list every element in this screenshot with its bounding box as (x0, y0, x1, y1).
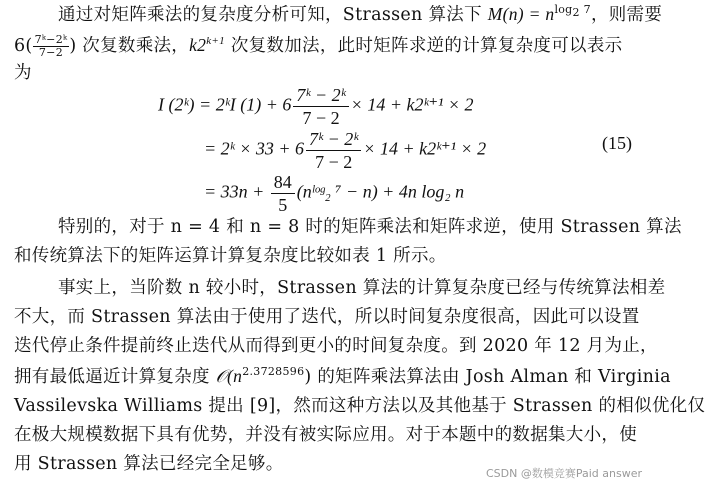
equation-row-3 (204, 171, 464, 216)
p1-coef: 6( (14, 36, 33, 56)
p2-line2 (14, 246, 447, 266)
p1-sup-7: 7 (579, 3, 591, 17)
p3-line1 (58, 278, 665, 298)
csdn-watermark: CSDN @数模竞赛Paid answer (485, 467, 642, 480)
p1-line2-tail: 次复数加法，此时矩阵求逆的计算复杂度可以表示 (224, 36, 623, 56)
p1-math-mn: M(n) = n (487, 4, 555, 24)
eq-row3-rhs: (nˡᵒᵍ₂ ⁷ − n) + 4n log₂ n (296, 181, 465, 202)
p3-line7 (14, 454, 284, 474)
p3-line6-text: 在极大规模数据下具有优势，并没有被实际应用。对于本题中的数据集大小，使 (14, 425, 637, 445)
eq-row2-fraction (306, 128, 361, 173)
eq-row1-rhs: × 14 + k2ᵏ⁺¹ × 2 (350, 94, 474, 115)
p3-line3-text: 迭代停止条件提前终止迭代从而得到更小的时间复杂度。到 2020 年 12 月为止， (14, 336, 658, 356)
eq-row2-rhs: × 14 + k2ᵏ⁺¹ × 2 (363, 138, 487, 159)
p1-frac-den: 7−2 (38, 46, 63, 59)
p3-line1-text: 事实上，当阶数 n 较小时，Strassen 算法的计算复杂度已经与传统算法相差 (58, 278, 666, 298)
p1-sup-k1: k+1 (206, 35, 225, 48)
p1-sub-2: 2 (572, 6, 580, 20)
p1-inline-fraction (33, 34, 70, 59)
p3-line4-tail: ) 的矩阵乘法算法由 Josh Alman 和 Virginia (304, 367, 671, 387)
p1-line2-text: ) 次复数乘法， (69, 36, 190, 56)
p3-line2 (14, 307, 640, 327)
p2-line2-text: 和传统算法下的矩阵运算计算复杂度比较如表 1 所示。 (14, 246, 447, 266)
eq-row2-num: 7ᵏ − 2ᵏ (306, 128, 361, 151)
eq-row2-den: 7 − 2 (315, 152, 353, 172)
p3-line7-text: 用 Strassen 算法已经完全足够。 (14, 454, 284, 474)
p1-line1-text: 通过对矩阵乘法的复杂度分析可知，Strassen 算法下 (58, 5, 488, 25)
p1-line3-text: 为 (14, 63, 32, 83)
p1-line2 (14, 34, 622, 59)
eq-row1-lhs: I (2ᵏ) = 2ᵏI (1) + 6 (158, 94, 292, 115)
p3-line4 (14, 366, 671, 387)
p2-line1-text: 特别的，对于 n = 4 和 n = 8 时的矩阵乘法和矩阵求逆，使用 Strassen 算法 (58, 217, 682, 237)
p1-line1-tail: ，则需要 (590, 5, 663, 25)
p3-line2-text: 不大，而 Strassen 算法由于使用了迭代，所以时间复杂度很高，因此可以设置 (14, 307, 640, 327)
eq-row2-lhs: = 2ᵏ × 33 + 6 (204, 138, 305, 159)
p3-line3 (14, 336, 658, 356)
p3-math-bigO: 𝒪(n (215, 366, 243, 386)
p1-math-k2: k2 (189, 35, 207, 55)
p2-line1 (58, 217, 682, 237)
eq-row3-lhs: = 33n + (204, 181, 269, 202)
p1-sup-log: log (554, 3, 573, 17)
equation-number: (15) (602, 133, 632, 153)
p3-sup-exponent: 2.3728596 (242, 365, 305, 379)
p1-line1 (58, 4, 662, 25)
eq-row3-den: 5 (278, 195, 288, 215)
equation-row-1 (158, 84, 474, 129)
eq-row1-den: 7 − 2 (302, 108, 340, 128)
eq-row1-fraction (293, 84, 348, 129)
eq-row3-num: 84 (271, 171, 295, 194)
eq-row1-num: 7ᵏ − 2ᵏ (293, 84, 348, 107)
p1-frac-num: 7ᵏ−2ᵏ (34, 33, 68, 46)
p3-line6 (14, 425, 637, 445)
p1-line3 (14, 63, 32, 83)
p3-line4-text: 拥有最低逼近计算复杂度 (14, 367, 216, 387)
p3-line5-text: Vassilevska Williams 提出 [9]，然而这种方法以及其他基于 Strassen 的相似优化仅 (14, 396, 705, 416)
eq-row3-fraction (271, 171, 295, 216)
equation-row-2 (204, 128, 486, 173)
p3-line5 (14, 396, 705, 416)
